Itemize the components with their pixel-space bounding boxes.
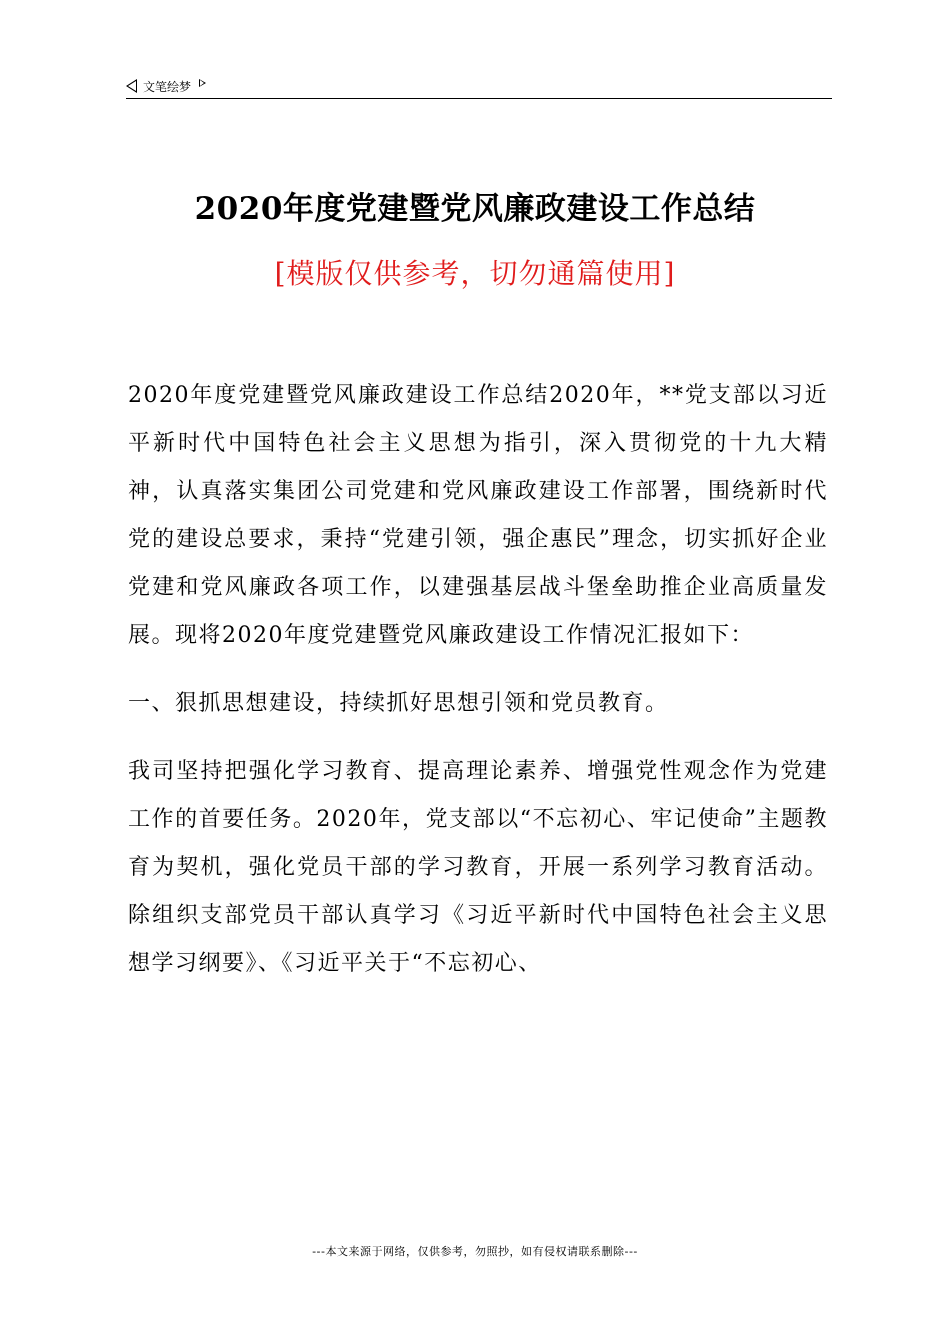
document-title: 2020年度党建暨党风廉政建设工作总结	[194, 191, 756, 227]
triangle-right-icon	[199, 79, 206, 87]
template-notice: [模版仅供参考，切勿通篇使用]	[274, 257, 676, 290]
section-paragraph-1: 我司坚持把强化学习教育、提高理论素养、增强党性观念作为党建工作的首要任务。2020年，党支部以“不忘初心、牢记使命”主题教育为契机，强化党员干部的学习教育，开展一系列学习教育活动。除组织支部党员干部认真学习《习近平新时代中国特色社会主义思想学习纲要》、《习近平关于“不忘初心、	[128, 759, 828, 976]
section-heading-1: 一、狠抓思想建设，持续抓好思想引领和党员教育。	[128, 691, 669, 716]
intro-paragraph: 2020年度党建暨党风廉政建设工作总结2020年，**党支部以习近平新时代中国特色社会主义思想为指引，深入贯彻党的十九大精神，认真落实集团公司党建和党风廉政建设工作部署，围绕新时代党的建设总要求，秉持“党建引领，强企惠民”理念，切实抓好企业党建和党风廉政各项工作，以建强基层战斗堡垒助推企业高质量发展。现将2020年度党建暨党风廉政建设工作情况汇报如下：	[128, 383, 828, 648]
page-header	[126, 74, 832, 99]
triangle-left-icon	[126, 79, 137, 93]
document-body	[128, 372, 828, 988]
page-footer-disclaimer: ---本文来源于网络，仅供参考，勿照抄，如有侵权请联系删除---	[312, 1245, 638, 1258]
brand-label: 文笔绘梦	[143, 79, 192, 94]
